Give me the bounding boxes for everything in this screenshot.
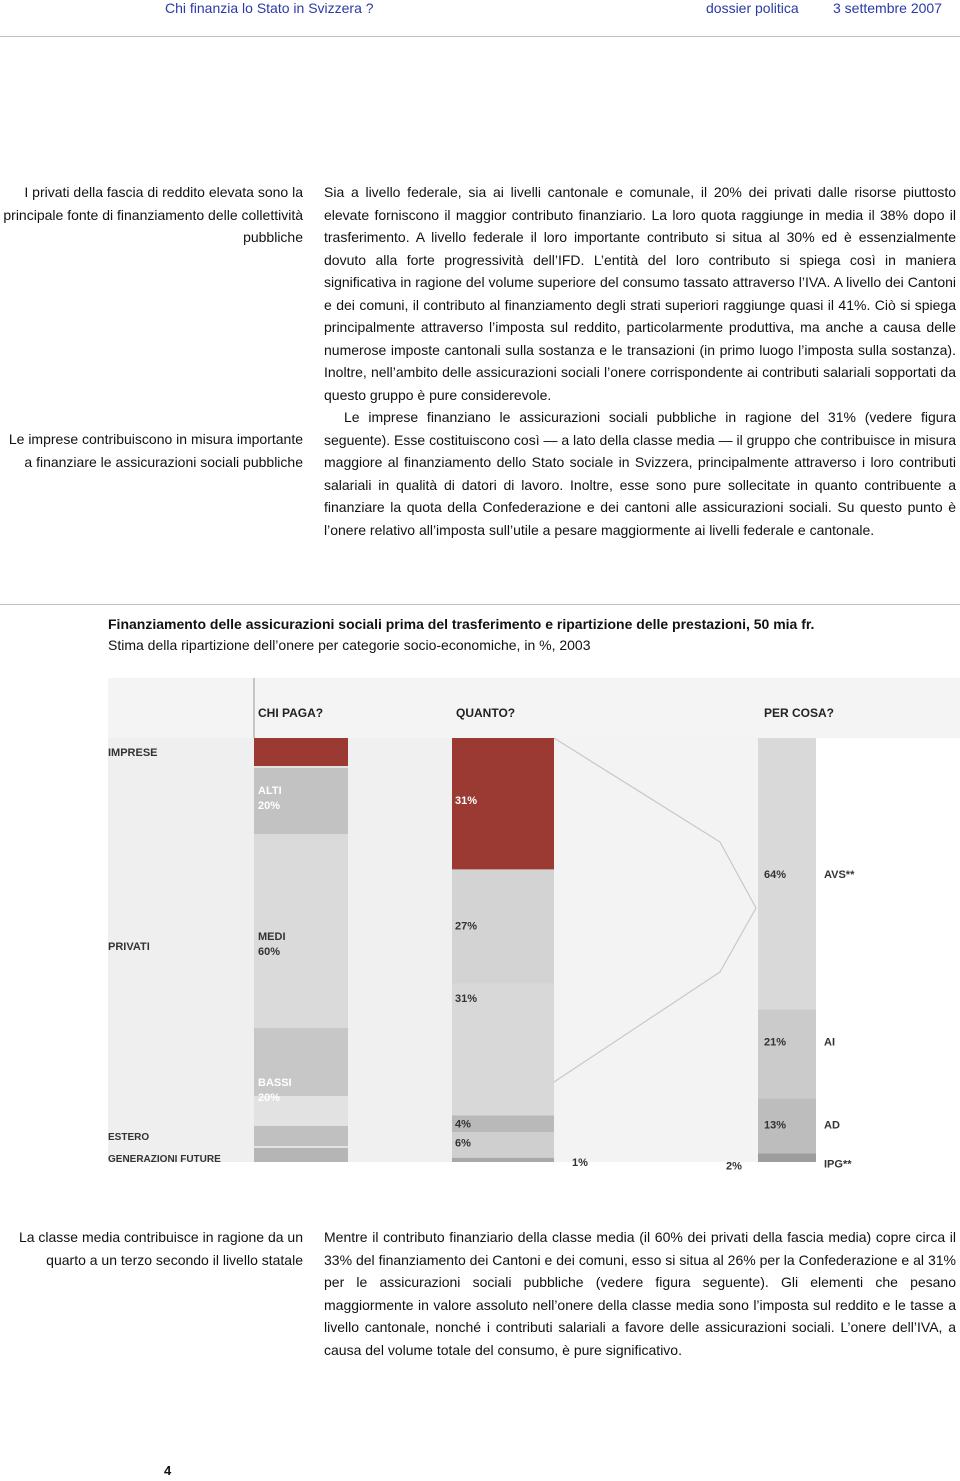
per-cosa-label: 2% [726,1160,742,1173]
header-per-cosa: PER COSA? [764,706,835,720]
payer-future-block [254,1148,348,1162]
paragraph: Le imprese finanziano le assicurazioni sociali pubbliche in ragione del 31% (vedere figura seguente). Esse costituiscono così — a lato della classe media — il gruppo che contribuisce in misura maggiore al finanziamento dello Stato sociale in Svizzera, principalmente attraverso i loro contributi salariali in qualità di datori di lavoro. Inoltre, esse sono pure sollecitate in quanto contribuente a finanziare la quota della Confederazione e dei cantoni alle assicurazioni sociali. Su questo punto è l’onere relativo all’imposta sull’utile a pesare maggiormente ai livelli federale e cantonale. [324,409,956,538]
paragraph: Sia a livello federale, sia ai livelli cantonale e comunale, il 20% dei privati dalle risorse piuttosto elevate forniscono il maggior contributo finanziario. La loro quota raggiunge in media il 38% dopo il trasferimento. A livello federale il loro importante contributo si situa al 30% ed è essenzialmente dovuto alla forte progressività dell’IFD. L’entità del loro contributo si spiega così in maniera significativa in ragione del volume superiore del consumo tassato attraverso l’IVA. A livello dei Cantoni e dei comuni, il contributo al finanziamento degli strati superiori raggiunge quasi il 41%. Ciò si spiega principalmente attraverso l’imposta sul reddito, particolarmente produttiva, ma anche a causa delle numerose imposte cantonali sulla sostanza e le transazioni (in primo luogo l’imposta sulla sostanza). Inoltre, nell’ambito delle assicurazioni sociali l’onere corrispondente ai contributi salariali sopportati da questo gruppo è pure considerevole. [324,184,956,403]
header-quanto: QUANTO? [456,706,516,720]
label-medi: MEDI [258,931,286,943]
quanto-bar [452,1158,554,1162]
financing-chart [0,672,960,1182]
page-number: 4 [164,1463,172,1478]
label-alti: ALTI [258,785,282,797]
sidenote-privati: I privati della fascia di reddito elevata sono la principale fonte di finanziamento delle collettività pubbliche [3,184,303,245]
per-cosa-bar [758,1154,816,1162]
flow-left [348,738,452,1162]
label-bassi: BASSI [258,1077,292,1089]
label-generazioni-future: GENERAZIONI FUTURE [108,1154,221,1165]
document-title: Chi finanzia lo Stato in Svizzera ? [165,0,374,16]
figure-subtitle: Stima della ripartizione dell’onere per categorie socio-economiche, in %, 2003 [108,637,591,653]
quanto-label: 1% [572,1156,588,1169]
section-divider [0,604,960,605]
label-privati: PRIVATI [108,941,150,953]
label-bassi-share: 20% [258,1092,281,1104]
per-cosa-label: 64% [764,869,787,881]
figure-title: Finanziamento delle assicurazioni sociali prima del trasferimento e ripartizione delle prestazioni, 50 mia fr. [108,616,815,632]
main-text-2 [324,1226,956,1361]
per-cosa-label: 21% [764,1036,787,1049]
payer-estero-block [254,1126,348,1146]
paragraph: Mentre il contributo finanziario della classe media (il 60% dei privati della fascia media) copre circa il 33% del finanziamento dei Cantoni e dei comuni, esso si situa al 26% per la Confederazione e al 31% per le assicurazioni sociali pubbliche (vedere figura seguente). Gli elementi che pesano maggiormente in valore assoluto nell’onere della classe media sono l’imposta sul reddito e le tasse a livello cantonale, nonché i contributi salariali a favore delle assicurazioni sociali. L’onere dell’IVA, a causa del volume totale del consumo, è pure significativo. [324,1229,956,1358]
sidenote-classe-media: La classe media contribuisce in ragione da un quarto a un terzo secondo il livello statale [18,1229,303,1268]
per-cosa-category: AVS** [824,869,855,881]
per-cosa-bar [758,1009,816,1098]
per-cosa-category: IPG** [824,1158,852,1171]
quanto-label: 6% [455,1137,471,1150]
sidenote-imprese: Le imprese contribuiscono in misura importante a finanziare le assicurazioni sociali pubbliche [8,431,303,470]
per-cosa-label: 13% [764,1119,787,1132]
quanto-label: 31% [455,795,478,807]
main-text [324,181,956,541]
per-cosa-category: AI [824,1036,835,1049]
label-medi-share: 60% [258,946,281,958]
quanto-label: 27% [455,920,478,933]
header-chi-paga: CHI PAGA? [258,706,324,720]
date-label: 3 settembre 2007 [833,0,942,16]
per-cosa-category: AD [824,1119,840,1132]
quanto-label: 4% [455,1118,471,1131]
label-alti-share: 20% [258,800,281,812]
label-estero: ESTERO [108,1132,150,1143]
payer-imprese-block [254,738,348,766]
section-label: dossier politica [706,0,799,16]
header-divider [0,36,960,37]
label-imprese: IMPRESE [108,747,158,759]
quanto-label: 31% [455,992,478,1005]
